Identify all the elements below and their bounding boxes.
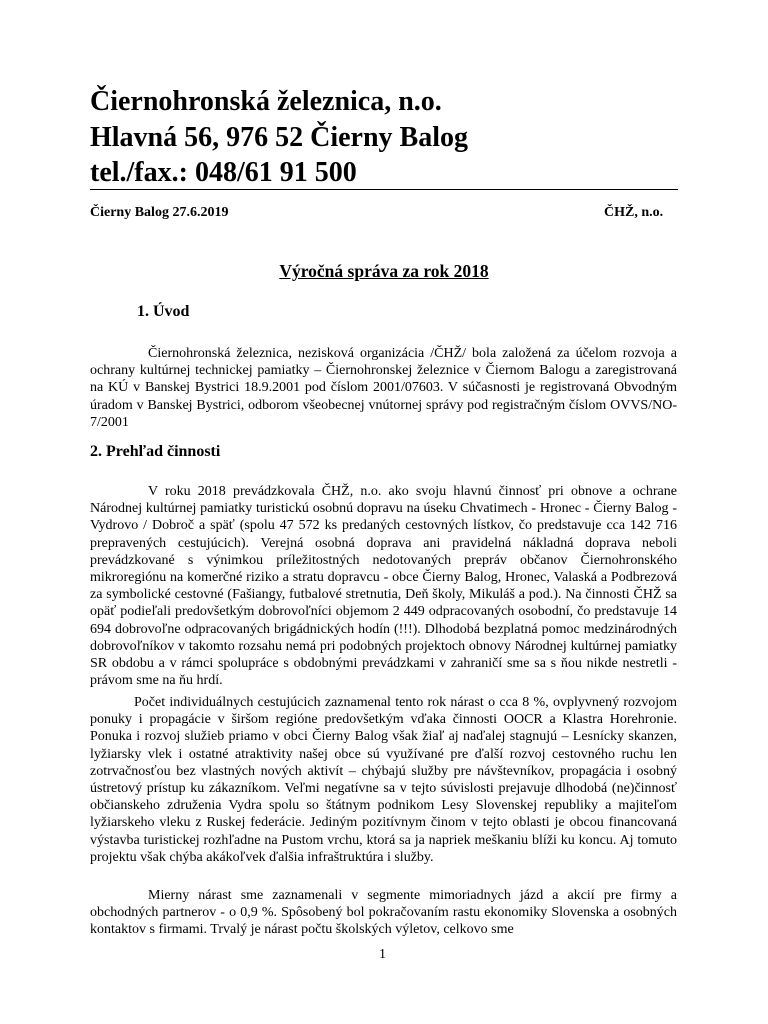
section-heading-activities: 2. Prehľad činnosti — [90, 443, 221, 460]
organization-address: Hlavná 56, 976 52 Čierny Balog — [90, 121, 469, 153]
organization-short: ČHŽ, n.o. — [604, 205, 664, 220]
activities-paragraph-3: Mierny nárast sme zaznamenali v segmente mimoriadnych jázd a akcií pre firmy a obchodných partnerov - o 0,9 %. Spôsobený bol pokračovaním rastu ekonomiky Slovenska a osobných kontaktov s firmami. Trvalý je nárast počtu školských výletov, celkovo sme — [90, 888, 677, 938]
document-title-text: Výročná správa za rok 2018 — [279, 261, 489, 281]
activities-paragraph-1: V roku 2018 prevádzkovala ČHŽ, n.o. ako svoju hlavnú činnosť pri obnove a ochrane Národnej kultúrnej pamiatky turistickú osobnú dopravu na úseku Chvatimech - Hronec - Čierny Balog - Vydrovo / Dobroč a späť (spolu 47 572 ks predaných cestovných lístkov, čo predstavuje cca 142 716 prepravených cestujúcich). Verejná osobná doprava ani pravidelná nákladná doprava neboli prevádzkované s výnimkou príležitostných nedotovaných prepráv občanov Čiernohronského mikroregiónu na komerčné riziko a stratu dopravcu - obce Čierny Balog, Hronec, Valaská a Podbrezová za symbolické cestovné (Fašiangy, futbalové stretnutia, Deň školy, Mikuláš a pod.). Na činnosti ČHŽ sa opäť podieľali predovšetkým dobrovoľníci objemom 2 449 odpracovaných osobodní, čo predstavuje 14 694 dobrovoľne odpracovaných brigádnických hodín (!!!). Dlhodobá bezplatná pomoc medzinárodných dobrovoľníkov v takomto rozsahu nemá pri podobných projektoch obnovy Národnej kultúrnej pamiatky SR obdobu a v rámci spolupráce s obdobnými prevádzkami v zahraničí sme sa s ňou nikde nestretli - právom sme na ňu hrdí. — [90, 484, 677, 689]
organization-name: Čiernohronská železnica, n.o. — [90, 86, 442, 117]
page-number: 1 — [379, 947, 386, 962]
intro-paragraph: Čiernohronská železnica, nezisková organizácia /ČHŽ/ bola založená za účelom rozvoja a ochrany kultúrnej technickej pamiatky – Čiernohronskej železnice v Čiernom Balogu a zaregistrovaná na KÚ v Banskej Bystrici 18.9.2001 pod číslom 2001/07603. V súčasnosti je registrovaná Obvodným úradom v Banskej Bystrici, odborom všeobecnej vnútornej správy pod registračným číslom OVVS/NO-7/2001 — [90, 346, 677, 430]
activities-paragraph-2: Počet individuálnych cestujúcich zaznamenal tento rok nárast o cca 8 %, ovplyvnený rozvojom ponuky i propagácie v širšom regióne predovšetkým vďaka činnosti OOCR a Klastra Horehronie. Ponuka i rozvoj služieb priamo v obci Čierny Balog však žiaľ aj naďalej stagnujú – Lesnícky skanzen, lyžiarsky vlek i ostatné atraktivity našej obce sú využívané pre ďalší rozvoj cestovného ruchu len zotrvačnosťou bez vlastných nových aktivít – chýbajú služby pre návštevníkov, propagácia i osobný ústretový prístup ku zákazníkom. Veľmi negatívne sa v tejto súvislosti prejavuje dlhodobá (ne)činnosť občianskeho združenia Vydra spolu so štátnym podnikom Lesy Slovenskej republiky a majiteľom lyžiarskeho vleku z Ruskej federácie. Jediným pozitívnym činom v tejto oblasti je obcou financovaná výstavba turistickej rozhľadne na Pustom vrchu, ktorá sa ja napriek meškaniu blíži ku koncu. Aj tomuto projektu však chýba akákoľvek ďalšia infraštruktúra i služby. — [90, 695, 677, 865]
header-divider — [90, 189, 678, 190]
organization-phone: tel./fax.: 048/61 91 500 — [90, 157, 357, 188]
section-heading-intro: 1. Úvod — [137, 303, 190, 320]
document-title — [90, 261, 678, 282]
place-date: Čierny Balog 27.6.2019 — [90, 205, 229, 220]
letterhead — [90, 84, 680, 191]
